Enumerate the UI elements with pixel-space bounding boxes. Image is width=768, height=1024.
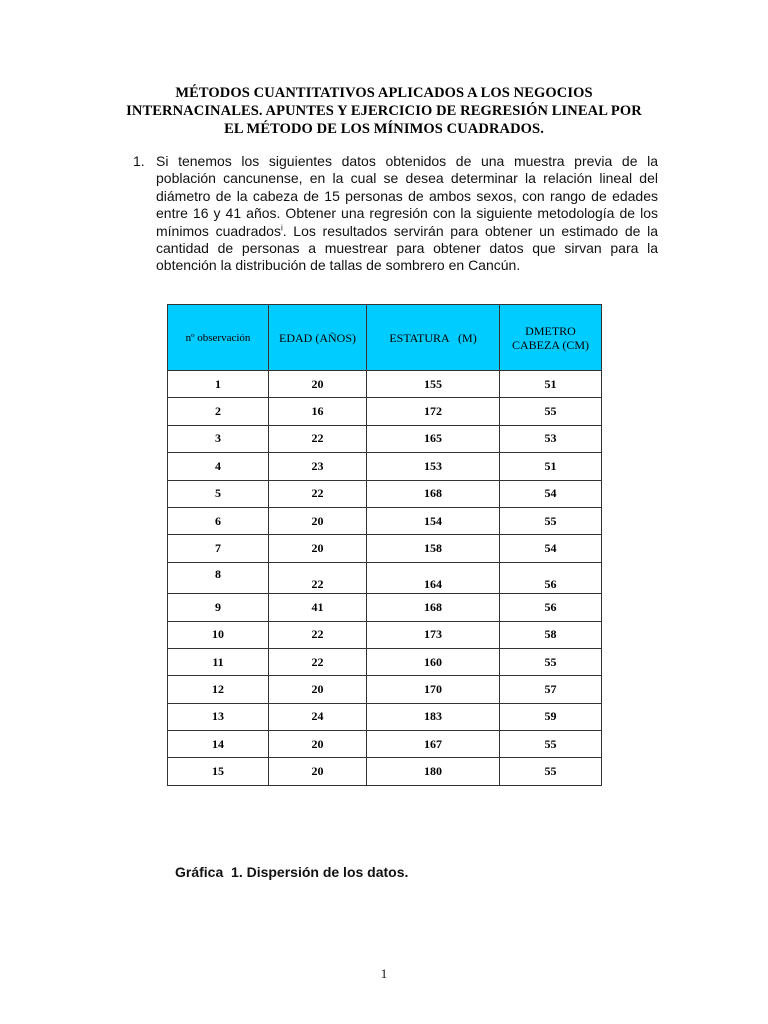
table-row: [168, 758, 602, 785]
cell-observation: 11: [168, 648, 269, 675]
cell-observation: 14: [168, 731, 269, 758]
cell-age: 23: [269, 453, 367, 480]
cell-height: 168: [367, 594, 500, 621]
paragraph-text-start: Si tenemos los siguientes datos obtenidos de una muestra previa de la población cancunense, en la cual se desea determinar la relación lineal del diámetro de la cabeza de 15 personas de ambos sexos, con rango de edades entre 16 y 41 años. Obtener una regresión con la siguiente metodología de los mínimos cuadrados: [156, 153, 658, 239]
header-age: EDAD (AÑOS): [269, 305, 367, 371]
table-row: [168, 594, 602, 621]
footnote-reference[interactable]: i: [280, 222, 283, 232]
cell-age: 20: [269, 758, 367, 785]
table-header-row: [168, 305, 602, 371]
table-row: [168, 425, 602, 452]
cell-head-diameter: 55: [500, 758, 602, 785]
table-row: [168, 535, 602, 562]
table-row: [168, 703, 602, 730]
table-row: [168, 480, 602, 507]
table-row: [168, 648, 602, 675]
cell-height: 155: [367, 371, 500, 398]
cell-age: 20: [269, 371, 367, 398]
cell-head-diameter: 59: [500, 703, 602, 730]
page-number: 1: [380, 966, 388, 981]
document-title: [110, 84, 658, 138]
cell-observation: 7: [168, 535, 269, 562]
title-line-1: MÉTODOS CUANTITATIVOS APLICADOS A LOS NEGOCIOS: [175, 85, 593, 101]
numbered-paragraph: [133, 153, 658, 275]
paragraph-number: 1.: [133, 153, 145, 169]
cell-observation: 2: [168, 398, 269, 425]
cell-observation: 8: [168, 562, 269, 593]
cell-age: 22: [269, 425, 367, 452]
cell-head-diameter: 56: [500, 562, 602, 593]
cell-height: 168: [367, 480, 500, 507]
cell-height: 153: [367, 453, 500, 480]
table-row: [168, 371, 602, 398]
cell-height: 172: [367, 398, 500, 425]
title-line-2: INTERNACINALES. APUNTES Y EJERCICIO DE REGRESIÓN LINEAL POR: [126, 103, 642, 119]
cell-height: 164: [367, 562, 500, 593]
cell-head-diameter: 55: [500, 648, 602, 675]
table-row: [168, 676, 602, 703]
cell-observation: 4: [168, 453, 269, 480]
cell-head-diameter: 55: [500, 398, 602, 425]
cell-head-diameter: 54: [500, 535, 602, 562]
header-height: ESTATURA (M): [367, 305, 500, 371]
cell-height: 183: [367, 703, 500, 730]
cell-head-diameter: 53: [500, 425, 602, 452]
cell-age: 41: [269, 594, 367, 621]
cell-observation: 3: [168, 425, 269, 452]
cell-observation: 13: [168, 703, 269, 730]
cell-observation: 12: [168, 676, 269, 703]
cell-height: 170: [367, 676, 500, 703]
cell-age: 20: [269, 676, 367, 703]
cell-height: 180: [367, 758, 500, 785]
cell-observation: 9: [168, 594, 269, 621]
table-row: [168, 621, 602, 648]
cell-head-diameter: 57: [500, 676, 602, 703]
cell-age: 24: [269, 703, 367, 730]
cell-height: 165: [367, 425, 500, 452]
title-line-3: EL MÉTODO DE LOS MÍNIMOS CUADRADOS.: [224, 121, 544, 137]
cell-head-diameter: 51: [500, 371, 602, 398]
cell-head-diameter: 58: [500, 621, 602, 648]
cell-observation: 6: [168, 507, 269, 534]
cell-height: 173: [367, 621, 500, 648]
cell-head-diameter: 54: [500, 480, 602, 507]
cell-observation: 5: [168, 480, 269, 507]
observations-table: [167, 304, 602, 786]
cell-height: 160: [367, 648, 500, 675]
table-row: [168, 398, 602, 425]
cell-age: 22: [269, 480, 367, 507]
cell-head-diameter: 55: [500, 731, 602, 758]
cell-age: 22: [269, 621, 367, 648]
cell-observation: 10: [168, 621, 269, 648]
table-row: [168, 453, 602, 480]
cell-observation: 1: [168, 371, 269, 398]
chart-caption: Gráfica 1. Dispersión de los datos.: [175, 864, 409, 880]
paragraph-text: [156, 153, 658, 275]
cell-head-diameter: 55: [500, 507, 602, 534]
table-body: [168, 371, 602, 786]
cell-head-diameter: 51: [500, 453, 602, 480]
paragraph-text-end: . Los resultados servirán para obtener un estimado de la cantidad de personas a muestrear para obtener datos que sirvan para la obtención la distribución de tallas de sombrero en Cancún.: [156, 222, 658, 274]
cell-observation: 15: [168, 758, 269, 785]
header-observation: nº observación: [168, 305, 269, 371]
cell-age: 20: [269, 731, 367, 758]
cell-age: 20: [269, 535, 367, 562]
cell-age: 16: [269, 398, 367, 425]
cell-age: 20: [269, 507, 367, 534]
table-row: [168, 507, 602, 534]
cell-head-diameter: 56: [500, 594, 602, 621]
cell-height: 154: [367, 507, 500, 534]
cell-height: 158: [367, 535, 500, 562]
cell-age: 22: [269, 562, 367, 593]
cell-age: 22: [269, 648, 367, 675]
cell-height: 167: [367, 731, 500, 758]
header-head-diameter: DMETRO CABEZA (CM): [500, 305, 602, 371]
table-row: [168, 731, 602, 758]
table-row: [168, 562, 602, 593]
